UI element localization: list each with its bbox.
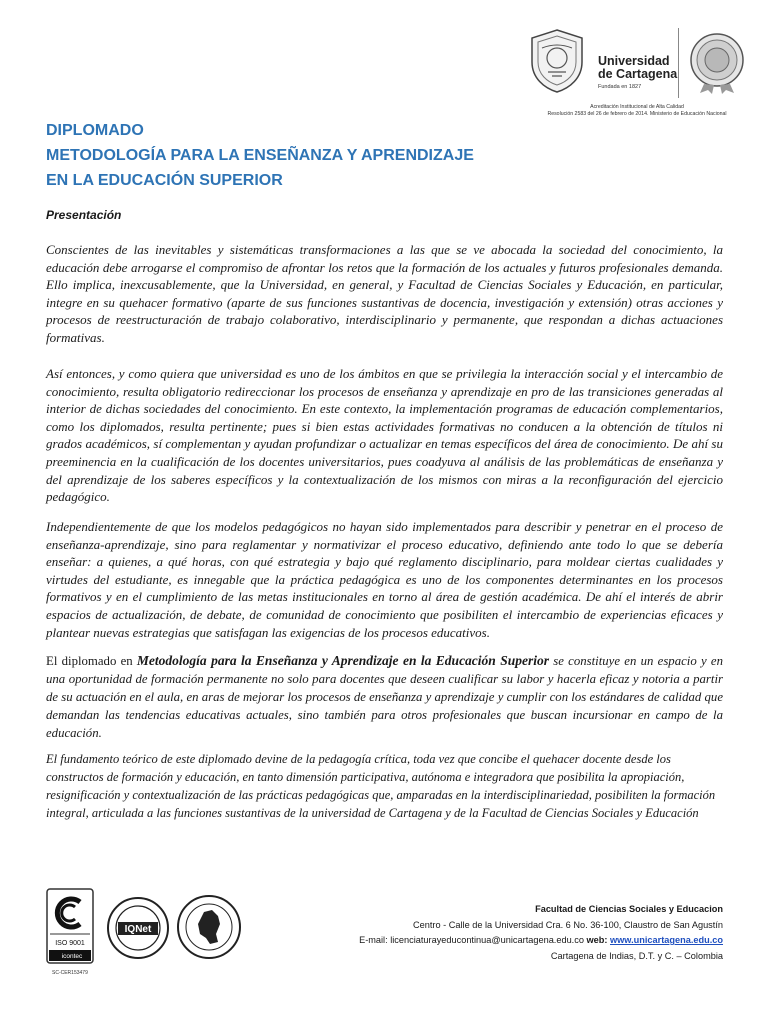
city: Cartagena de Indias, D.T. y C. – Colombia bbox=[550, 950, 723, 961]
document-title bbox=[46, 118, 566, 193]
title-line3: EN LA EDUCACIÓN SUPERIOR bbox=[46, 172, 283, 189]
section-heading: Presentación bbox=[46, 208, 122, 222]
website-link[interactable]: www.unicartagena.edu.co bbox=[610, 935, 723, 945]
university-name-line1: Universidad bbox=[598, 54, 670, 68]
university-logo bbox=[528, 22, 746, 122]
paragraph-4-lead: El diplomado en bbox=[46, 654, 137, 668]
iso-label: ISO 9001 bbox=[55, 940, 85, 947]
paragraph-4 bbox=[46, 652, 723, 742]
iqnet-logo-icon bbox=[106, 896, 170, 960]
email-label: E-mail: bbox=[359, 935, 388, 945]
address: Centro - Calle de la Universidad Cra. 6 No. 36-100, Claustro de San Agustín bbox=[413, 919, 723, 930]
paragraph-1: Conscientes de las inevitables y sistemáticas transformaciones a las que se ve abocada la sociedad del conocimiento, la educación debe arrogarse el compromiso de afrontar los retos que la formación de los actuales y futuros profesionales demanda. Ello implica, inexcusablemente, que la Universidad, en general, y Facultad de Ciencias Sociales y Educación, en particular, integre en su quehacer formativo (aparte de sus funciones sustantivas de docencia, investigación y extensión) otras acciones y procesos de reestructuración de trabajo colaborativo, interdisciplinario y permanente, que respondan a dichas actuaciones formativas. bbox=[46, 242, 723, 345]
university-founded: Fundada en 1827 bbox=[598, 84, 642, 90]
university-crest-icon bbox=[528, 28, 586, 94]
paragraph-4-rest: se constituye en un espacio y en una oportunidad de formación permanente no solo para docentes que deseen cualificar su labor y hacerla eficaz y notoria a partir de su actuación en el aula, en aras de mejorar los procesos de enseñanza y aprendizaje y cumplir con los estándares de calidad que demandan las tendencias educativas actuales, sino también para otros profesionales que buscan incursionar en campo de la educación. bbox=[46, 654, 723, 740]
title-line2: METODOLOGÍA PARA LA ENSEÑANZA Y APRENDIZAJE bbox=[46, 147, 474, 164]
certification-logos bbox=[46, 884, 246, 984]
certificate-code: SC-CER153479 bbox=[52, 970, 88, 976]
program-name: Metodología para la Enseñanza y Aprendizaje en la Educación Superior bbox=[136, 653, 549, 668]
university-name-line2: de Cartagena bbox=[598, 67, 678, 81]
accreditation-line2: Resolución 2583 del 26 de febrero de 2014. Ministerio de Educación Nacional bbox=[547, 111, 727, 117]
icontec-logo-icon bbox=[46, 888, 94, 964]
logo-divider bbox=[678, 28, 679, 98]
email-address[interactable]: licenciaturayeducontinua@unicartagena.edu.co bbox=[390, 935, 584, 945]
footer-contact bbox=[343, 902, 723, 964]
contact-line bbox=[343, 933, 723, 949]
paragraph-2: Así entonces, y como quiera que universidad es uno de los ámbitos en que se privilegia la interacción social y el intercambio de conocimiento, resulta obligatorio redireccionar los procesos de enseñanza y aprendizaje en pro de las transiciones generadas al interior de dichas sociedades del conocimiento. En este contexto, la implementación programas de educación complementarios, como los diplomados, resulta pertinente; pues si bien estas actividades formativas no conducen a la obtención de títulos ni grados académicos, sí complementan y ayudan profundizar o actualizar en temas específicos del área de conocimiento. De ahí su preeminencia en la cualificación de los docentes universitarios, pues coadyuva al análisis de las problemáticas de enseñanza y del aprendizaje de los saberes específicos y la contextualización de los mismos con miras a la reconfiguración del ejercicio pedagógico. bbox=[46, 366, 723, 505]
paragraph-5: El fundamento teórico de este diplomado devine de la pedagogía crítica, toda vez que concibe el quehacer docente desde los constructos de formación y educación, en tanto dimensión participativa, autónoma e integradora que posibilita la apropiación, resignificación y contextualización de las prácticas pedagógicas que, amparadas en la interdisciplinariedad, posibiliten la formación integral, articulada a las funciones sustantivas de la universidad de Cartagena y de la Facultad de Ciencias Sociales y Educación bbox=[46, 752, 716, 820]
accreditation-text bbox=[528, 104, 746, 118]
colombia-certification-seal-icon bbox=[176, 894, 242, 960]
title-line1: DIPLOMADO bbox=[46, 122, 144, 139]
iqnet-label: IQNet bbox=[124, 924, 152, 935]
icontec-label: icontec bbox=[61, 953, 83, 960]
paragraph-3: Independientemente de que los modelos pedagógicos no hayan sido implementados para describir y penetrar en el proceso de enseñanza-aprendizaje, sino para reglamentar y normativizar el proceso educativo, definiendo ante todo lo que se debería enseñar: a quienes, a qué horas, con qué estrategia y bajo qué reglamento disciplinario, para moldear ciertas cualidades y virtudes del estudiante, es innegable que la práctica pedagógica es uno de los componentes determinantes en los procesos formativos y en el cumplimiento de las metas institucionales en torno al área de gestión académica. De ahí el interés de abrir espacios de actualización, de debate, de comunidad de conocimiento que posibiliten el intercambio de experiencias eficaces y plantear nuevas estrategias que satisfagan las exigencias de los procesos educativos. bbox=[46, 519, 723, 640]
accreditation-line1: Acreditación Institucional de Alta Calidad bbox=[590, 104, 684, 110]
web-label: web: bbox=[586, 935, 608, 945]
accreditation-seal-icon bbox=[688, 30, 746, 94]
university-name bbox=[598, 55, 677, 81]
faculty-name: Facultad de Ciencias Sociales y Educacion bbox=[535, 904, 723, 914]
